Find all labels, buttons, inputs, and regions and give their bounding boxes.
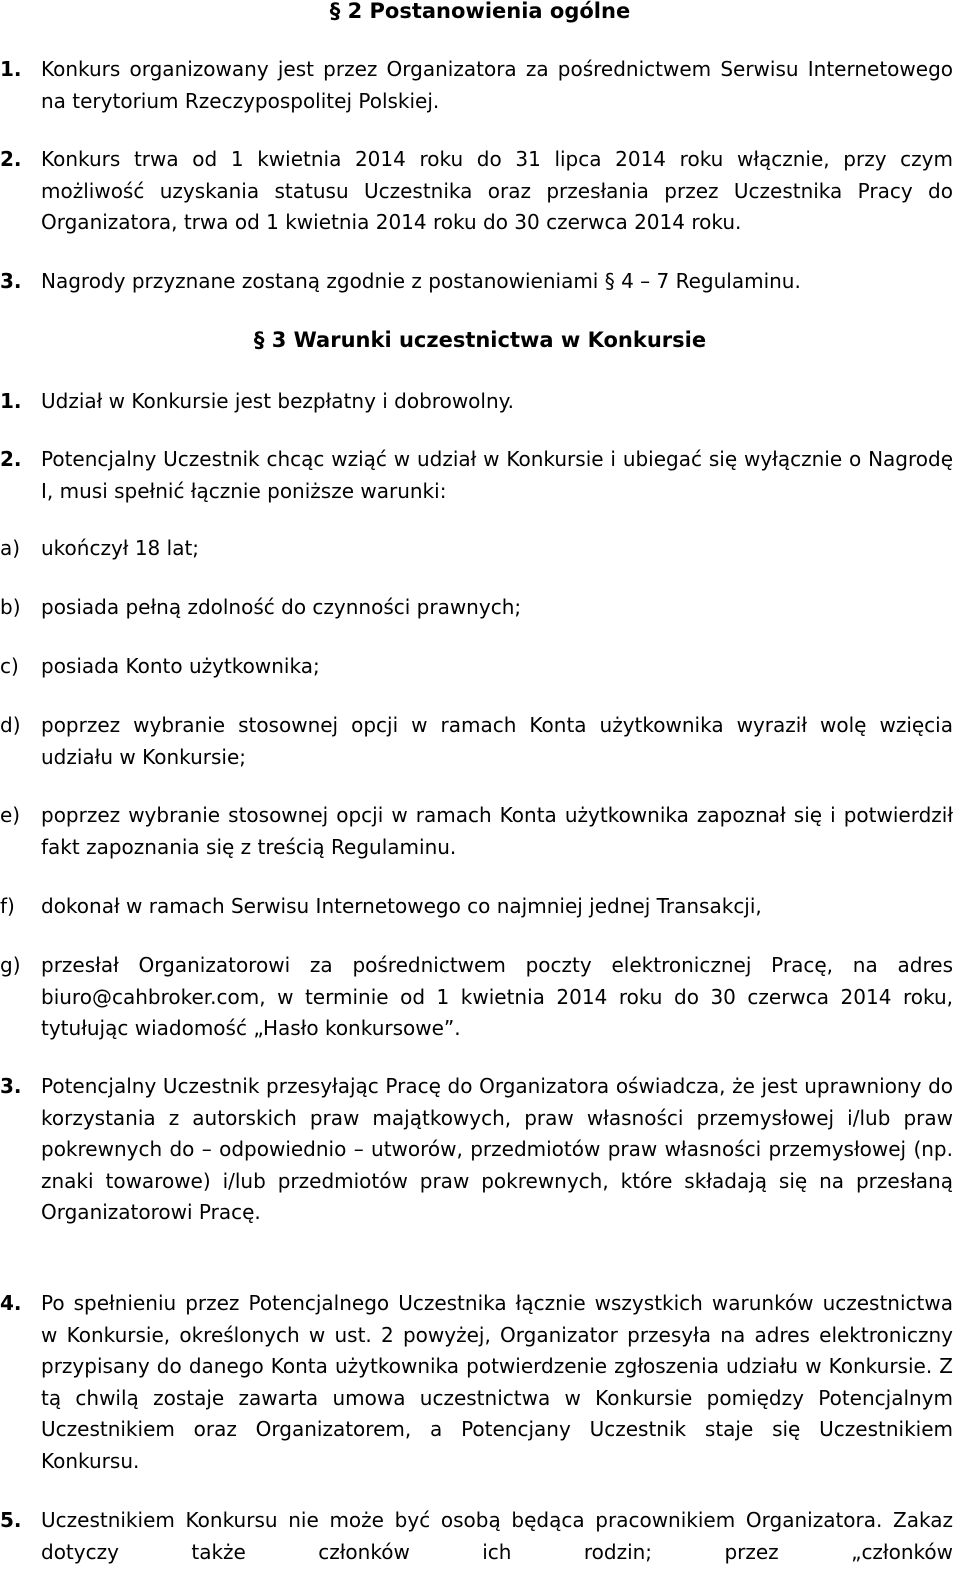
point-number: 2. <box>0 147 22 171</box>
section-2-point-2 <box>0 144 953 239</box>
point-number: 3. <box>0 269 22 293</box>
condition-text: przesłał Organizatorowi za pośrednictwem poczty elektronicznej Pracę, na adres biuro@cahbroker.com, w terminie od 1 kwietnia 2014 roku do 30 czerwca 2014 roku, tytułując wiadomość „Hasło konkursowe”. <box>41 953 953 1040</box>
section-3-point-5 <box>0 1505 953 1568</box>
point-number: 2. <box>0 447 22 471</box>
condition-text: poprzez wybranie stosownej opcji w ramach Konta użytkownika wyraził wolę wzięcia udziału w Konkursie; <box>41 713 953 769</box>
condition-letter: g) <box>0 953 21 977</box>
point-number: 1. <box>0 57 22 81</box>
point-text: Potencjalny Uczestnik przesyłając Pracę do Organizatora oświadcza, że jest uprawniony do korzystania z autorskich praw majątkowych, praw własności przemysłowej i/lub praw pokrewnych do – odpowiednio – utworów, przedmiotów praw własności przemysłowej (np. znaki towarowe) i/lub przedmiotów praw pokrewnych, które składają się na przesłaną Organizatorowi Pracę. <box>41 1074 953 1224</box>
section-3-point-1 <box>0 386 953 418</box>
point-text: Udział w Konkursie jest bezpłatny i dobrowolny. <box>41 389 514 413</box>
section-3-point-4 <box>0 1288 953 1477</box>
section-2-point-3 <box>0 266 953 298</box>
point-number: 4. <box>0 1291 22 1315</box>
section-3-heading: § 3 Warunki uczestnictwa w Konkursie <box>253 328 707 352</box>
point-text: Po spełnieniu przez Potencjalnego Uczestnika łącznie wszystkich warunków uczestnictwa w Konkursie, określonych w ust. 2 powyżej, Organizator przesyła na adres elektroniczny przypisany do danego Konta użytkownika potwierdzenie zgłoszenia udziału w Konkursie. Z tą chwilą zostaje zawarta umowa uczestnictwa w Konkursie pomiędzy Potencjalnym Uczestnikiem oraz Organizatorem, a Potencjany Uczestnik staje się Uczestnikiem Konkursu. <box>41 1291 953 1473</box>
condition-letter: e) <box>0 803 21 827</box>
condition-text: ukończył 18 lat; <box>41 536 200 560</box>
point-number: 3. <box>0 1074 22 1098</box>
condition-letter: c) <box>0 654 19 678</box>
condition-b <box>0 592 953 624</box>
condition-c <box>0 651 953 683</box>
condition-g <box>0 950 953 1045</box>
point-text: Konkurs organizowany jest przez Organizatora za pośrednictwem Serwisu Internetowego na terytorium Rzeczypospolitej Polskiej. <box>41 57 953 113</box>
point-text: Nagrody przyznane zostaną zgodnie z postanowieniami § 4 – 7 Regulaminu. <box>41 269 801 293</box>
condition-letter: f) <box>0 894 15 918</box>
point-number: 1. <box>0 389 22 413</box>
section-3-point-3 <box>0 1071 953 1229</box>
condition-text: posiada pełną zdolność do czynności prawnych; <box>41 595 522 619</box>
section-2-point-1 <box>0 54 953 117</box>
condition-d <box>0 710 953 773</box>
condition-f <box>0 891 953 923</box>
section-2-heading: § 2 Postanowienia ogólne <box>329 0 631 23</box>
condition-text: poprzez wybranie stosownej opcji w ramach Konta użytkownika zapoznał się i potwierdził fakt zapoznania się z treścią Regulaminu. <box>41 803 953 859</box>
condition-letter: a) <box>0 536 21 560</box>
condition-letter: b) <box>0 595 21 619</box>
point-text: Uczestnikiem Konkursu nie może być osobą będąca pracownikiem Organizatora. Zakaz dotyczy także członków ich rodzin; przez „członków <box>41 1508 953 1564</box>
section-3-point-2 <box>0 444 953 507</box>
point-text: Konkurs trwa od 1 kwietnia 2014 roku do 31 lipca 2014 roku włącznie, przy czym możliwość uzyskania statusu Uczestnika oraz przesłania przez Uczestnika Pracy do Organizatora, trwa od 1 kwietnia 2014 roku do 30 czerwca 2014 roku. <box>41 147 953 234</box>
condition-letter: d) <box>0 713 21 737</box>
condition-text: dokonał w ramach Serwisu Internetowego co najmniej jednej Transakcji, <box>41 894 762 918</box>
point-number: 5. <box>0 1508 22 1532</box>
condition-e <box>0 800 953 863</box>
condition-a <box>0 533 953 565</box>
condition-text: posiada Konto użytkownika; <box>41 654 320 678</box>
point-text: Potencjalny Uczestnik chcąc wziąć w udział w Konkursie i ubiegać się wyłącznie o Nagrodę I, musi spełnić łącznie poniższe warunki: <box>41 447 953 503</box>
